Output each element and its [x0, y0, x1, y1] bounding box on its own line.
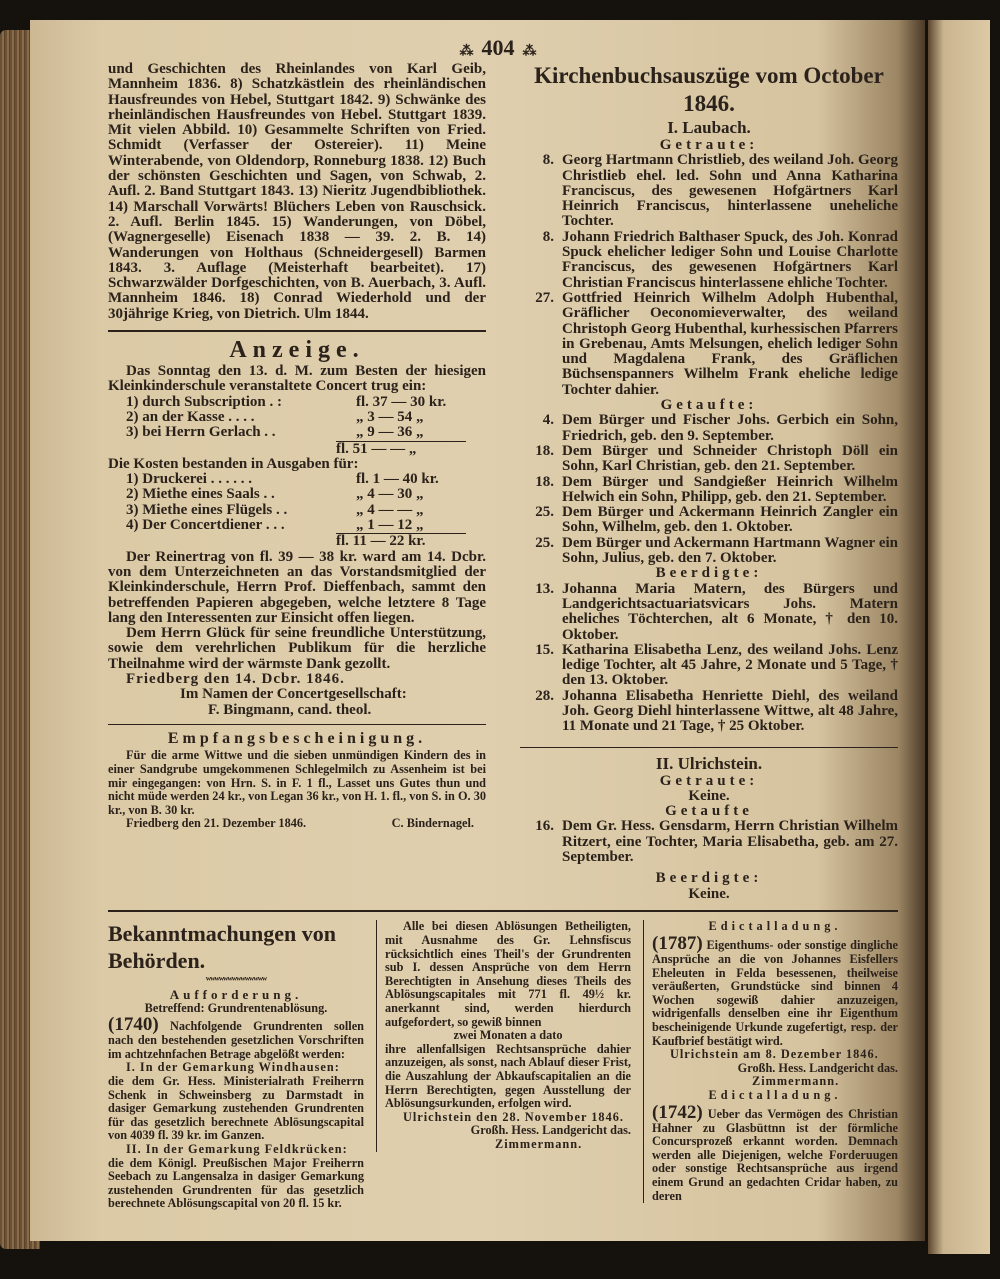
edict1-title: Edictalladung. [708, 919, 842, 934]
amount-label: 1) Druckerei . . . . . . [126, 471, 252, 488]
aufforderung-paragraph: ihre allenfallsigen Rechtsansprüche dahier anzuzeigen, als sonst, nach Ablauf dieser Frist, die Auszahlung der Abkaufscapitalien an die Herrn Berechtigten, gegen Ausstellung der Ablösungsurkunden, erfolgen wird. [385, 1041, 631, 1111]
entry-day: 15. [535, 641, 554, 658]
anzeige-paragraph: Der Reinertrag von fl. 39 — 38 kr. ward am 14. Dcbr. von dem Unterzeichneten an das Vorstandsmitglied der Kleinkinderschule, Herrn Prof. Dieffenbach, sammt den betreffenden Papieren abgegeben, welche letztere 8 Tage lang den Interessenten zur Einsicht offen liegen. [108, 548, 486, 626]
amount-value: „ 4 — 30 „ [356, 486, 424, 503]
getraute-list [520, 153, 898, 398]
entry-day: 13. [535, 580, 554, 597]
amount-row [108, 395, 486, 410]
entry-day: 8. [542, 228, 554, 245]
entry-text: Dem Gr. Hess. Gensdarm, Herrn Christian Wilhelm Ritzert, eine Tochter, Maria Elisabetha, geb. am 27. September. [562, 818, 898, 866]
section-divider [108, 910, 898, 913]
register-entry [520, 582, 898, 643]
entry-day: 25. [535, 504, 554, 521]
ulrichstein-title: II. Ulrichstein. [655, 753, 763, 773]
part2-heading: II. In der Gemarkung Feldkrücken: [126, 1141, 348, 1156]
aufforderung-paragraph: Alle bei diesen Ablösungen Betheiligten, mit Ausnahme des Gr. Lehnsfiscus rücksichtlich eines Theil's der Grundrenten sub I. dessen Ansprüche von dem Herrn Berechtigten in Ansehung dieses Theils des Ablösungscapitales mit 771 fl. 49½ kr. anerkannt sind, werden hierdurch aufgefordert, so gewiß binnen [385, 919, 631, 1029]
part2-text: die dem Königl. Preußischen Major Freiherrn Seebach zu Langensalza in dasiger Gemarkung zustehenden Grundrenten für das gesetzlich berechnete Ablösungscapital von 20 fl. 15 kr. [108, 1155, 364, 1211]
edict1-signature: Zimmermann. [752, 1074, 840, 1089]
amount-label: 3) Miethe eines Flügels . . [126, 501, 288, 518]
empfang-signature: C. Bindernagel. [391, 816, 474, 831]
entry-day: 8. [542, 152, 554, 169]
beerdigte-label: Beerdigte: [655, 870, 763, 887]
getraute-none: Keine. [688, 787, 730, 804]
laubach-title: I. Laubach. [667, 118, 751, 137]
amount-row [108, 410, 486, 425]
adjacent-page-edge [928, 20, 990, 1254]
amount-value: fl. 1 — 40 kr. [356, 471, 439, 488]
divider [108, 724, 486, 726]
page-number: 404 [481, 35, 515, 60]
book-list-continuation [108, 62, 486, 322]
entry-day: 18. [535, 442, 554, 459]
costs-total: fl. 11 — 22 kr. [336, 533, 466, 549]
aufforderung-place-date: Ulrichstein den 28. November 1846. [403, 1109, 624, 1124]
entry-text: Dem Bürger und Sandgießer Heinrich Wilhelm Helwich ein Sohn, Philipp, geb. den 21. September. [562, 473, 898, 505]
amount-label: 2) Miethe eines Saals . . [126, 486, 275, 503]
ornament-wave-icon: ʷʷʷʷʷʷʷʷʷʷʷʷʷʷ [205, 973, 267, 988]
page-header [98, 34, 898, 62]
entry-text: Dem Bürger und Ackermann Hartmann Wagner ein Sohn, Julius, geb. den 7. Oktober. [562, 534, 898, 567]
amount-value: „ 3 — 54 „ [356, 408, 424, 425]
register-entry [520, 643, 898, 689]
register-entry [520, 153, 898, 229]
anzeige-signature: F. Bingmann, cand. theol. [208, 701, 372, 718]
anzeige-section [108, 336, 486, 718]
notice-number: (1787) [652, 933, 703, 955]
register-entry [520, 475, 898, 506]
income-list [108, 395, 486, 441]
aufforderung-title: Aufforderung. [169, 987, 303, 1003]
edict-col3 [643, 920, 898, 1203]
aufforderung-col2 [376, 920, 631, 1151]
getraute-label: Getraute: [659, 772, 759, 789]
lower-columns [108, 920, 898, 1211]
amount-label: 2) an der Kasse . . . . [126, 408, 255, 425]
part1-heading: I. In der Gemarkung Windhausen: [126, 1060, 340, 1075]
entry-text: Johanna Maria Matern, des Bürgers und Landgerichtsactuariatsvicars Johs. Matern eheliches Töchterchen, alt 6 Monate, † den 10. Oktober. [562, 580, 898, 643]
edict2-title: Edictalladung. [708, 1087, 842, 1102]
part1-text: die dem Gr. Hess. Ministerialrath Freiherrn Schenk in Schweinsberg zu Darmstadt in dasiger Gemarkung zustehenden Grundrenten für das gesetzlich berechnete Ablösungscapital von 4039 fl. 39 kr. im Ganzen. [108, 1074, 364, 1143]
register-entry [520, 230, 898, 291]
anzeige-place-date: Friedberg den 14. Dcbr. 1846. [126, 670, 345, 687]
getaufte-label: Getaufte: [660, 397, 758, 414]
amount-row [108, 503, 486, 518]
register-entry [520, 536, 898, 567]
divider [108, 330, 486, 332]
entry-day: 28. [535, 687, 554, 704]
empfang-section [108, 729, 486, 831]
entry-text: Johann Friedrich Balthaser Spuck, des Joh. Konrad Spuck ehelicher lediger Sohn und Louise Charlotte Franciscus, des gewesenen Hofgärtners Karl Christian Franciscus hinterlassene ehliche Tochter. [562, 228, 898, 291]
costs-list [108, 472, 486, 533]
empfang-text: Für die arme Wittwe und die sieben unmündigen Kindern des in einer Sandgrube umgekommenen Schlegelmilch zu Assenheim ist bei mir eingegangen: von Hrn. S. in F. 1 fl., Lasset uns Gutes thun und nicht müde werden 24 kr., von Legan 36 kr., von H. 1. fl., von S. in O. 30 kr., von B. 30 kr. [108, 748, 486, 817]
kirchenbuch-title: Kirchenbuchsauszüge vom October 1846. [534, 63, 884, 116]
amount-value: „ 1 — 12 „ [356, 517, 424, 534]
entry-text: Dem Bürger und Schneider Christoph Döll ein Sohn, Karl Christian, geb. den 21. September. [562, 442, 898, 475]
book-list-text: und Geschichten des Rheinlandes von Karl Geib, Mannheim 1836. 8) Schatzkästlein des rheinländischen Hausfreundes von Hebel, Stuttgart 1842. 9) Schwänke des rheinländischen Hausfreundes von Hebel. Stuttgart 1839. Mit vielen Abbild. 10) Gesammelte Schriften von Fried. Schmidt (Verfasser der Ostereier). 11) Meine Winterabende, von Oldendorp, Ronneburg 1838. 12) Buch der schönsten Geschichten und Sagen, von Schwab, 2. Aufl. 2. Band Stuttgart 1843. 13) Nieritz Jugendbibliothek. 14) Marschall Vorwärts! Blüchers Leben von Rauschsick. 2. Aufl. Berlin 1845. 15) Wanderungen, von Döbel, (Wagnergeselle) Eisenach 1838 — 39. 2. B. 14) Wanderungen von Holthaus (Schneidergesell) Barmen 1843. 3. Auflage (Meisterhaft bearbeitet). 17) Schwarzwälder Dorfgeschichten, von B. Auerbach, 3. Aufl. Mannheim 1846. 18) Conrad Wiederhold und der 30jährige Krieg, von Dietrich. Ulm 1844. [108, 61, 486, 322]
amount-row [108, 518, 486, 533]
entry-text: Georg Hartmann Christlieb, des weiland Joh. Georg Christlieb ehel. led. Sohn und Anna Katharina Franciscus, des gewesenen Hofgärtners Karl Heinrich Franciscus, hinterlassene uneheliche Tochter. [562, 152, 898, 230]
edict1-court: Großh. Hess. Landgericht das. [737, 1060, 898, 1075]
entry-text: Dem Bürger und Ackermann Heinrich Zangler ein Sohn, Wilhelm, geb. den 1. Oktober. [562, 504, 898, 536]
empfang-title: Empfangsbescheinigung. [167, 730, 427, 748]
entry-day: 16. [535, 818, 554, 835]
edict2-text: Ueber das Vermögen des Christian Hahner zu Glasbüttnn ist der förmliche Concursprozeß erkannt worden. Demnach werden alle Diejenigen, welche Forderuugen oder sonstige Rechtsansprüche aus irgend einem Grund an gedachten Cridar haben, zu deren [652, 1106, 898, 1203]
entry-day: 27. [535, 289, 554, 306]
entry-text: Dem Bürger und Fischer Johs. Gerbich ein Sohn, Friedrich, geb. den 9. September. [562, 412, 898, 444]
anzeige-paragraph: Dem Herrn Glück für seine freundliche Unterstützung, sowie dem verehrlichen Publikum für die herzliche Theilnahme wird der wärmste Dank gezollt. [108, 625, 486, 672]
entry-day: 25. [535, 534, 554, 551]
empfang-place-date: Friedberg den 21. Dezember 1846. [126, 816, 307, 831]
amount-row [108, 425, 486, 440]
entry-text: Gottfried Heinrich Wilhelm Adolph Hubenthal, Gräflicher Oeconomieverwalter, des weiland Christoph Georg Hubenthal, kurhessischen Pfarrers in Grebenau, Amts Melsungen, ehelich lediger Sohn und Magdalena Frank, des Gräflichen Büchsenspanners Wilhelm Frank eheliche ledige Tochter dahier. [562, 289, 898, 398]
edict1-place-date: Ulrichstein am 8. Dezember 1846. [670, 1047, 879, 1062]
amount-value: fl. 37 — 30 kr. [356, 393, 447, 410]
income-total: fl. 51 — — „ [336, 441, 466, 457]
aufforderung-subject: Betreffend: Grundrentenablösung. [144, 1000, 328, 1015]
register-entry [520, 291, 898, 398]
beerdigte-label: Beerdigte: [655, 565, 763, 582]
amount-row [108, 472, 486, 487]
aufforderung-intro: Nachfolgende Grundrenten sollen nach den bestehenden gesetzlichen Vorschriften im achtzehnfachen Betrage abgelößt werden: [108, 1019, 365, 1061]
beerdigte-none: Keine. [688, 885, 730, 902]
aufforderung-deadline: zwei Monaten a dato [453, 1028, 563, 1043]
register-entry [520, 505, 898, 536]
beerdigte-list [520, 582, 898, 735]
aufforderung-col1 [108, 920, 364, 1211]
register-entry [520, 819, 898, 865]
page-content [108, 34, 898, 1211]
divider [520, 735, 898, 748]
ornament-icon: ⁂ [459, 44, 474, 59]
entry-text: Johanna Elisabetha Henriette Diehl, des weiland Joh. Georg Diehl hinterlassene Wittwe, alt 48 Jahre, 11 Monate und 21 Tage, † 25 Oktober. [562, 687, 898, 735]
amount-value: „ 4 — — „ [356, 501, 424, 518]
getraute-label: Getraute: [659, 137, 759, 153]
left-column [108, 62, 486, 831]
entry-day: 4. [542, 412, 554, 429]
ornament-icon: ⁂ [522, 44, 537, 59]
kirchenbuch-section [520, 62, 898, 902]
amount-label: 4) Der Concertdiener . . . [126, 517, 285, 534]
register-entry [520, 413, 898, 444]
anzeige-signoff: Im Namen der Concertgesellschaft: [180, 686, 407, 703]
anzeige-title: Anzeige. [229, 337, 365, 364]
notice-number: (1742) [652, 1101, 703, 1123]
amount-label: 1) durch Subscription . : [126, 393, 283, 410]
amount-label: 3) bei Herrn Gerlach . . [126, 424, 276, 441]
aufforderung-signature: Zimmermann. [495, 1136, 583, 1151]
anzeige-intro: Das Sonntag den 13. d. M. zum Besten der hiesigen Kleinkinderschule veranstaltete Concert trug ein: [108, 363, 486, 395]
edict1-text: Eigenthums- oder sonstige dingliche Ansprüche an die von Johannes Eisfellers Eheleuten in Felda besessenen, theilweise veräußerten, Grundstücke sind binnen 4 Wochen sogewiß dahier anzuzeigen, widrigenfalls denselben eine ihr Eigenthum bescheinigende Urkunde zugefertigt, resp. der Kaufbrief bestätigt wird. [652, 938, 898, 1048]
register-entry [520, 444, 898, 475]
getaufte-label: Getaufte [665, 803, 753, 820]
notice-number: (1740) [108, 1014, 159, 1036]
amount-row [108, 487, 486, 502]
upper-columns [108, 62, 898, 902]
bekanntmachungen-title: Bekanntmachungen von Behörden. [108, 921, 337, 974]
getaufte-list [520, 819, 898, 865]
costs-intro: Die Kosten bestanden in Ausgaben für: [108, 455, 359, 472]
entry-text: Katharina Elisabetha Lenz, des weiland Johs. Lenz ledige Tochter, alt 45 Jahre, 2 Monate und 5 Tage, † den 13. Oktober. [562, 641, 898, 689]
newspaper-page [30, 20, 925, 1241]
register-entry [520, 689, 898, 735]
entry-day: 18. [535, 473, 554, 490]
getaufte-list [520, 413, 898, 566]
aufforderung-court: Großh. Hess. Landgericht das. [470, 1123, 631, 1138]
amount-value: „ 9 — 36 „ [356, 424, 424, 441]
